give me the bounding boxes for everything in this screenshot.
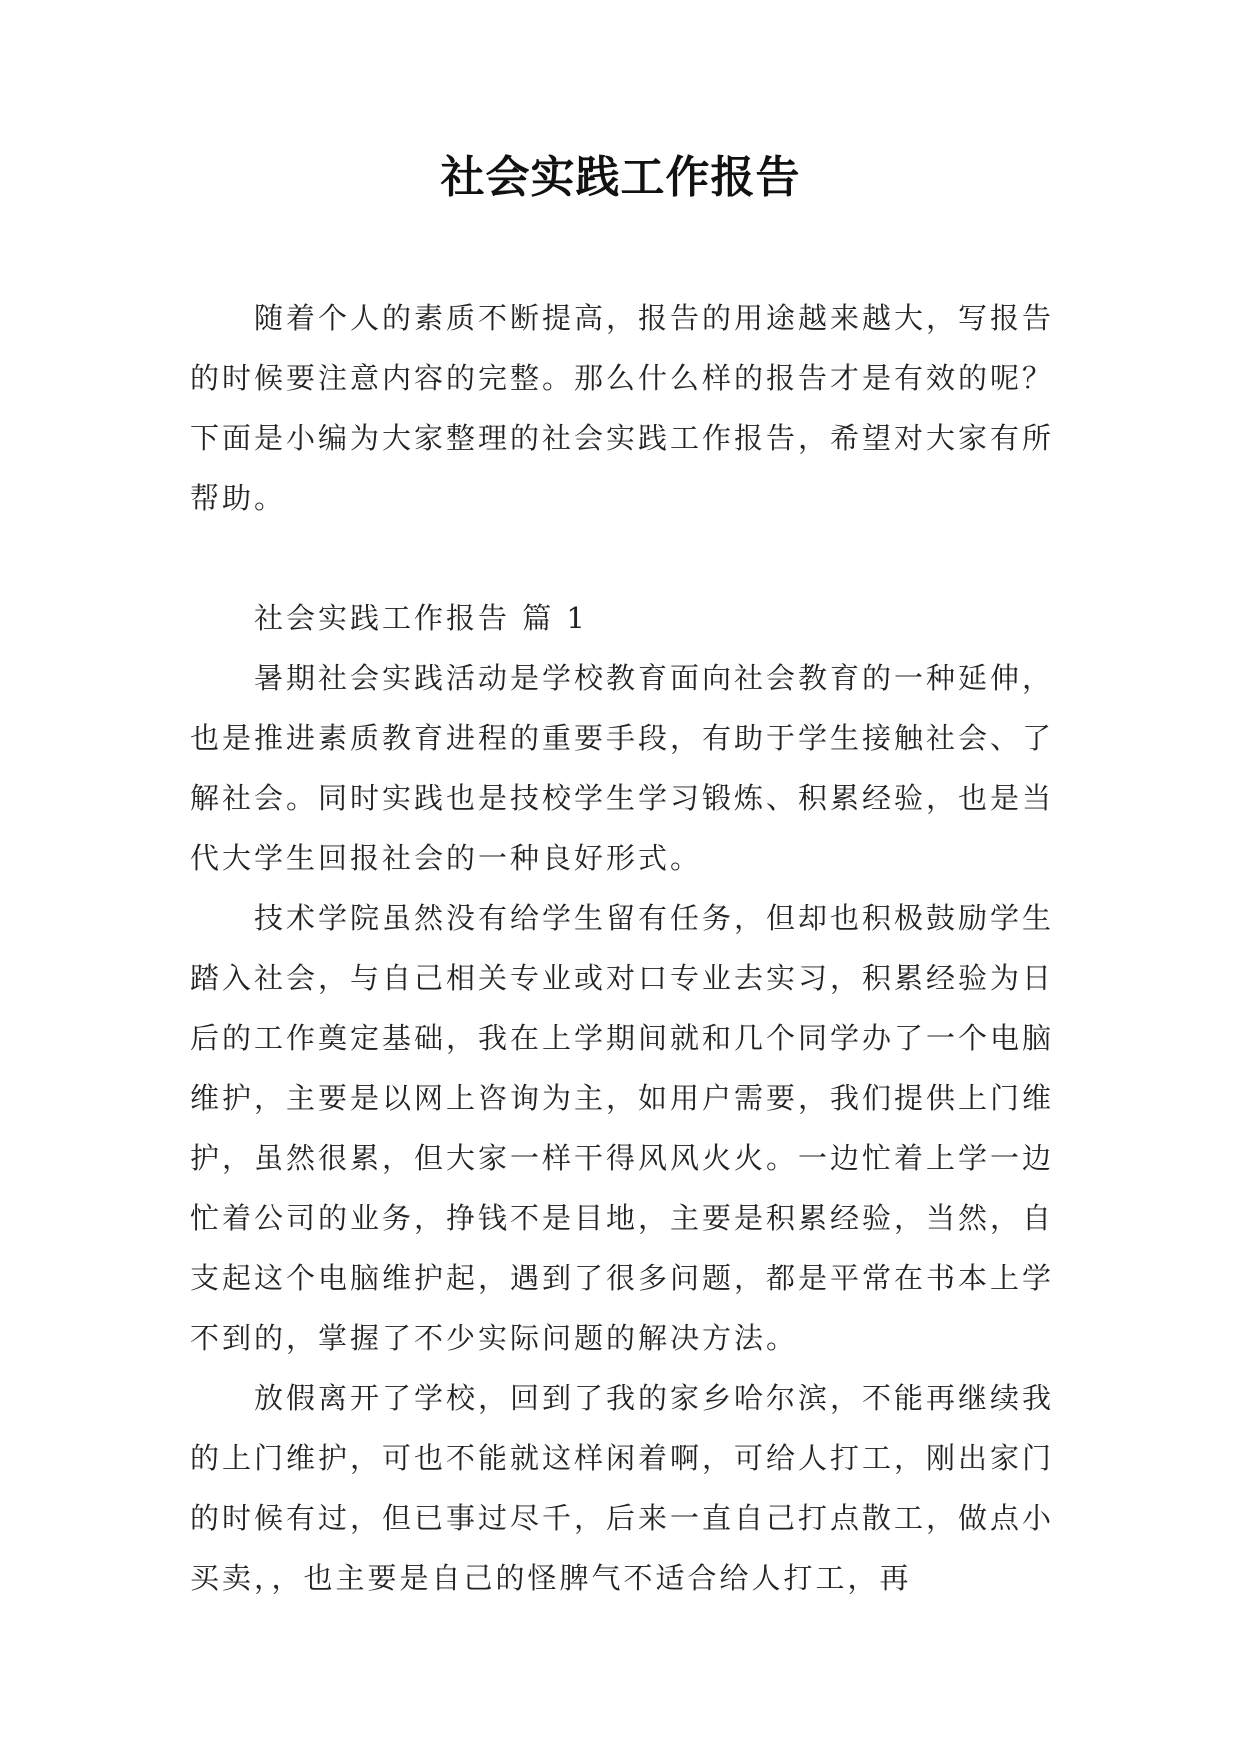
- body-paragraph-2: 技术学院虽然没有给学生留有任务，但却也积极鼓励学生踏入社会，与自己相关专业或对口专业去实习，积累经验为日后的工作奠定基础，我在上学期间就和几个同学办了一个电脑维护，主要是以网上咨询为主，如用户需要，我们提供上门维护，虽然很累，但大家一样干得风风火火。一边忙着上学一边忙着公司的业务，挣钱不是目地，主要是积累经验，当然，自支起这个电脑维护起，遇到了很多问题，都是平常在书本上学不到的，掌握了不少实际问题的解决方法。: [190, 901, 1055, 1355]
- body-paragraph-3: 放假离开了学校，回到了我的家乡哈尔滨，不能再继续我的上门维护，可也不能就这样闲着啊，可给人打工，刚出家门的时候有过，但已事过尽千，后来一直自己打点散工，做点小买卖，，也主要是自己的怪脾气不适合给人打工，再: [190, 1381, 1055, 1595]
- body-paragraph-1: 暑期社会实践活动是学校教育面向社会教育的一种延伸，也是推进素质教育进程的重要手段，有助于学生接触社会、了解社会。同时实践也是技校学生学习锻炼、积累经验，也是当代大学生回报社会的一种良好形式。: [190, 661, 1055, 875]
- spacer: [190, 528, 1054, 588]
- intro-paragraph: 随着个人的素质不断提高，报告的用途越来越大，写报告的时候要注意内容的完整。那么什么样的报告才是有效的呢？下面是小编为大家整理的社会实践工作报告，希望对大家有所帮助。: [190, 301, 1055, 515]
- document-title: 社会实践工作报告: [440, 152, 801, 203]
- document-body: [190, 288, 1054, 1608]
- section-heading: 社会实践工作报告 篇 1: [254, 601, 588, 635]
